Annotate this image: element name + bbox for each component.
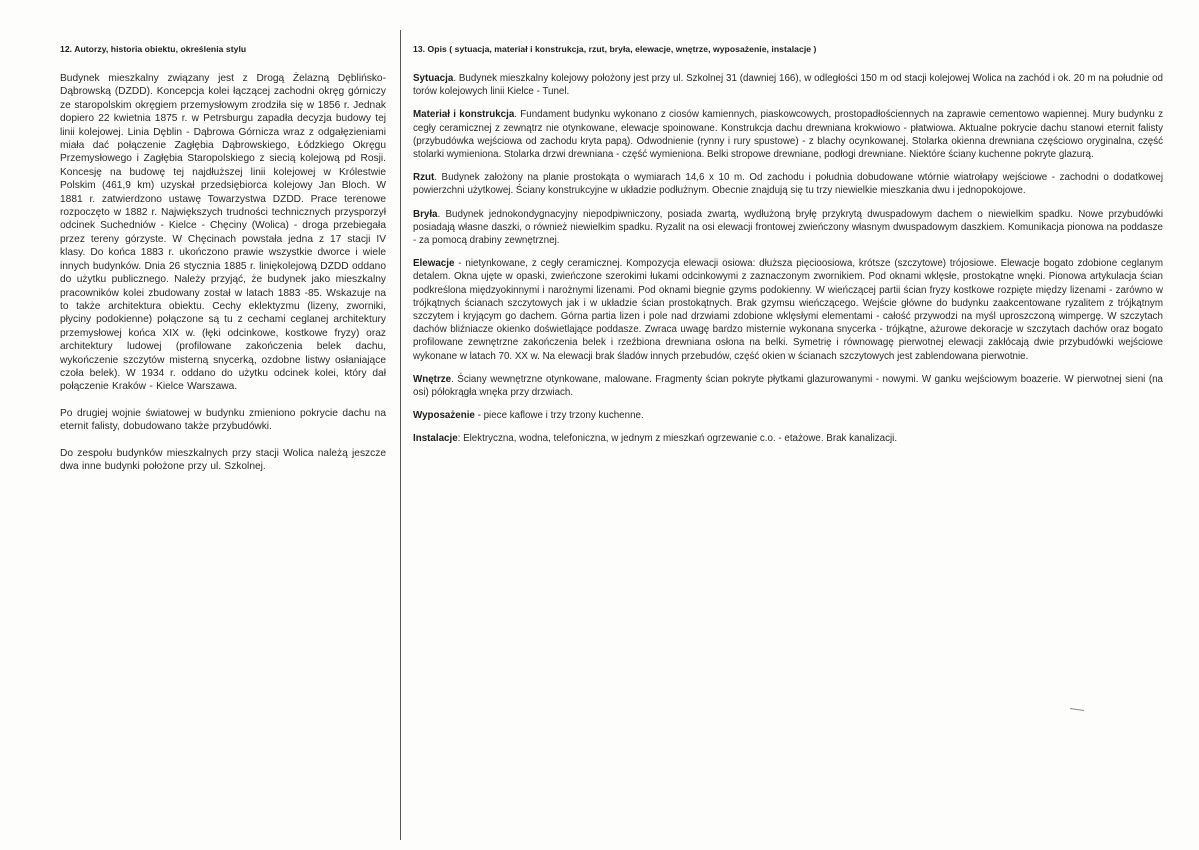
wnetrze-text: . Ściany wewnętrzne otynkowane, malowane. Fragmenty ścian pokryte płytkami glazurowanymi - nowymi. W ganku wejściowym boazerie. W pierwotnej sieni (na osi) półokrągła wnęka przy drzwiach. bbox=[413, 373, 1163, 399]
sytuacja-section bbox=[413, 72, 1163, 98]
bryla-section bbox=[413, 208, 1163, 248]
elewacje-text: - nietynkowane, z cegły ceramicznej. Kompozycja elewacji osiowa: dłuższa pięcioosiowa, krótsze (szczytowe) trójosiowe. Elewacje bogato zdobione ceglanym detalem. Okna ujęte w opaski, zwieńczone szerokimi łukami odcinkowymi z zaznaczonym zwornikiem. Pod oknami wklęsłe, prostokątne wnęki. Pionowa artykulacja ścian podkreślona międzyokinnymi i narożnymi lizenami. Pod oknami biegnie gzyms podokienny. W wieńczącej partii ścian fryzy kostkowe rozpięte między lizenami - zarówno w trójkątnych ścianach szczytowych jak i w układzie ścian prostokątnych. Brak gzymsu wieńczącego. Wejście główne do budynku zaakcentowane ryzalitem z trójkątnym szczytem i kryjącym go dachem. Górna partia lizen i pole nad drzwiami zdobione wklęsłymi elementami - całość przywodzi na myśl uproszczoną wimpergę. W szczytach dachów bliźniacze okienko doświetlające poddasze. Zwraca uwagę bardzo misternie wykonana snycerka - trójkątne, ażurowe dekoracje w szczytach dachów oraz bogato profilowane zewnętrzne zakończenia belek i rzeźbiona drewniana osłona na belki. Symetrię i równowagę pierwotnej elewacji zakłócają dwie przybudówki wejściowe wykonane w latach 70. XX w. Na elewacji brak śladów innych przebudów, część okien w ścianach szczytowych jest zablendowana pierwotnie. bbox=[413, 258, 1163, 362]
rzut-section bbox=[413, 171, 1163, 197]
material-label: Materiał i konstrukcja bbox=[413, 109, 515, 121]
section-12-heading: 12. Autorzy, historia obiektu, określenia stylu bbox=[60, 44, 247, 54]
elewacje-section bbox=[413, 257, 1163, 363]
bryla-text: . Budynek jednokondygnacyjny niepodpiwniczony, posiada zwartą, wydłużoną bryłę przykrytą dwuspadowym dachem o niewielkim spadku. Nowe przybudówki posiadają własne daszki, o również niewielkim spadku. Ryzalit na osi elewacji frontowej zwieńczony własnym dwuspadowym daszkiem. Komunikacja pionowa na poddasze - za pomocą drabiny zewnętrznej. bbox=[413, 208, 1163, 247]
wyposazenie-label: Wyposażenie bbox=[413, 410, 475, 422]
instalacje-text: : Elektryczna, wodna, telefoniczna, w jednym z mieszkań ogrzewanie c.o. - etażowe. Brak kanalizacji. bbox=[457, 433, 898, 445]
postwar-paragraph: Po drugiej wojnie światowej w budynku zmieniono pokrycie dachu na eternit falisty, dobudowano także przybudówki. bbox=[60, 407, 386, 433]
bryla-label: Bryła bbox=[413, 208, 438, 220]
history-paragraph: Budynek mieszkalny związany jest z Drogą Żelazną Dęblińsko-Dąbrowską (DZDD). Koncepcja kolei łączącej zachodni okręg górniczy ze staropolskim okręgiem przemysłowym zrodziła się w 1856 r. Jednak dopiero 22 kwietnia 1875 r. w Petrsburgu zapadła decyzja budowy tej linii kolejowej. Linia Dęblin - Dąbrowa Górnicza wraz z odgałęzieniami miała dać połączenie Zagłębia Dąbrowskiego, Łódzkiego Okręgu Przemysłowego i Zagłębia Staropolskiego z siecią kolejową pd Rosji. Koncesję na budowę tej najdłuższej linii kolejowej w Królestwie Polskim (461,9 km) uzyskał przedsiębiorca kolejowy Jan Bloch. W 1881 r. zatwierdzono ustawę Towarzystwa DZDD. Prace terenowe rozpoczęto w 1882 r. Największych trudności technicznych przysporzył odcinek Suchedniów - Kielce - Chęciny (Wolica) - droga przebiegała przez tereny górzyste. W Chęcinach powstała jedna z 17 stacji IV klasy. Do końca 1883 r. ukończono prawie wszystkie dworce i wiele innych budynków. Dnia 26 stycznia 1885 r. liniękolejową DZDD oddano do użytku publicznego. Należy przyjąć, że budynek jako mieszkalny pracowników kolei zbudowany został w latach 1883 -85. Wskazuje na to także architektura obiektu. Cechy eklektyzmu (lizeny, zworniki, płyciny podokienne) połączone są tu z cechami ceglanej architektury przemysłowej końca XIX w. (łęki odcinkowe, kostkowe fryzy) oraz architektury ludowej (profilowane zakończenia belek dachu, wykończenie szczytów misterną snycerką, ozdobne listwy osłaniające czoła belek). W 1934 r. oddano do użytku odcinek kolei, który dał połączenie Kraków - Kielce Warszawa. bbox=[60, 73, 386, 393]
wyposazenie-section bbox=[413, 409, 1163, 422]
material-text: . Fundament budynku wykonano z ciosów kamiennych, piaskowcowych, prostopadłościennych na zaprawie cementowo wapiennej. Mury budynku z cegły ceramicznej z zewnątrz nie otynkowane, elewacje spoinowane. Konstrukcja dachu drewniana krokwiowo - płatwiowa. Aktualne pokrycie dachu stanowi eternit falisty (przybudówka wejściowa od zachodu kryta papą). Odwodnienie (rynny i rury spustowe) - z blachy ocynkowanej. Stolarka okienna drewniana częściowo oryginalna, część stolarki wymieniona. Stolarka drzwi drewniana - część wymieniona. Belki stropowe drewniane, podłogi drewniane. Niektóre ściany kuchenne pokryte glazurą. bbox=[413, 109, 1164, 161]
right-column bbox=[413, 44, 1163, 456]
wyposazenie-text: - piece kaflowe i trzy trzony kuchenne. bbox=[474, 410, 644, 422]
left-column bbox=[60, 44, 386, 486]
section-13-heading: 13. Opis ( sytuacja, materiał i konstrukcja, rzut, bryła, elewacje, wnętrze, wyposażenie, instalacje ) bbox=[413, 44, 817, 54]
rzut-label: Rzut bbox=[413, 172, 435, 184]
instalacje-label: Instalacje bbox=[413, 433, 458, 445]
wnetrze-label: Wnętrze bbox=[413, 373, 452, 385]
column-divider bbox=[400, 30, 401, 840]
wnetrze-section bbox=[413, 373, 1163, 399]
instalacje-section bbox=[413, 432, 1163, 445]
complex-paragraph: Do zespołu budynków mieszkalnych przy stacji Wolica należą jeszcze dwa inne budynki położone przy ul. Szkolnej. bbox=[60, 447, 386, 472]
material-section bbox=[413, 108, 1163, 161]
rzut-text: . Budynek założony na planie prostokąta o wymiarach 14,6 x 10 m. Od zachodu i południa dobudowane wtórnie wiatrołapy wejściowe - zachodni o dodatkowej powierzchni użytkowej. Ściany konstrukcyjne w układzie podłużnym. Obecnie znajdują się tu trzy niewielkie mieszkania dwu i jednopokojowe. bbox=[413, 172, 1163, 197]
scan-mark bbox=[1070, 708, 1084, 711]
sytuacja-label: Sytuacja bbox=[413, 73, 454, 84]
sytuacja-text: . Budynek mieszkalny kolejowy położony jest przy ul. Szkolnej 31 (dawniej 166), w odległości 150 m od stacji kolejowej Wolica na zachód i ok. 20 m na południe od torów kolejowych linii Kielce - Tunel. bbox=[413, 73, 1163, 98]
elewacje-label: Elewacje bbox=[413, 258, 455, 270]
